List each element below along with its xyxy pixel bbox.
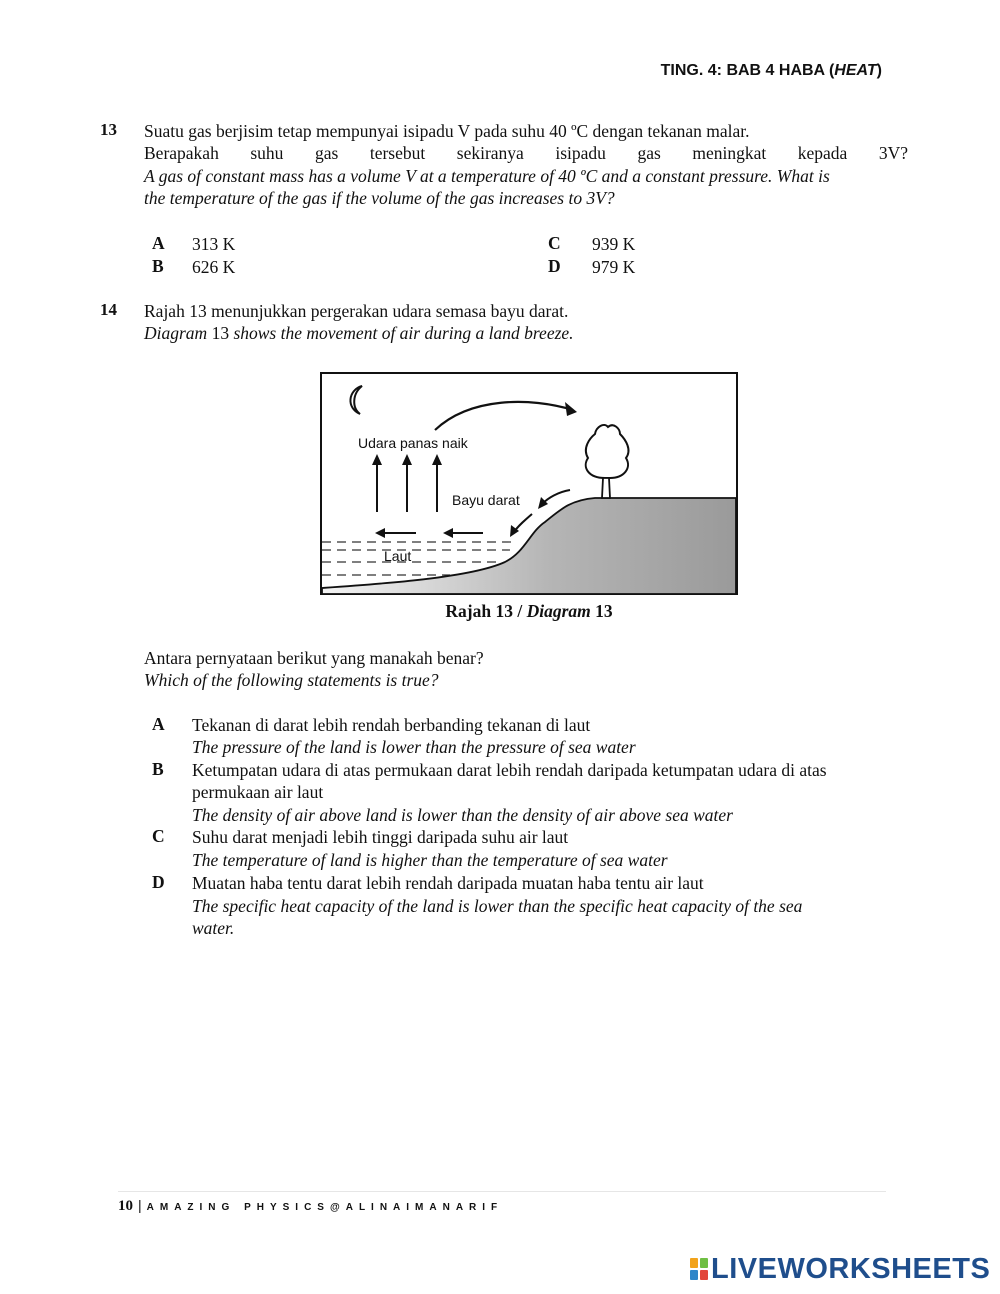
q14-option-b-malay[interactable]: Ketumpatan udara di atas permukaan darat lebih rendah daripada ketumpatan udara di atas xyxy=(192,760,827,780)
q14-malay-intro: Rajah 13 menunjukkan pergerakan udara semasa bayu darat. xyxy=(144,301,569,321)
q14-option-c-english[interactable]: The temperature of land is higher than the temperature of sea water xyxy=(192,850,668,870)
q13-option-d-letter[interactable]: D xyxy=(548,256,561,276)
q13-malay-line-2: Berapakah suhu gas tersebut sekiranya isipadu gas meningkat kepada 3V? xyxy=(144,143,908,163)
q14-option-c-malay[interactable]: Suhu darat menjadi lebih tinggi daripada suhu air laut xyxy=(192,827,569,847)
q13-option-d-text[interactable]: 979 K xyxy=(592,257,636,277)
page-footer: 10 | AMAZING PHYSICS@ALINAIMANARIF xyxy=(118,1197,504,1214)
q14-question-malay: Antara pernyataan berikut yang manakah benar? xyxy=(144,648,484,668)
q14-english-intro: Diagram 13 shows the movement of air during a land breeze. xyxy=(144,323,574,343)
q13-malay-line-1: Suatu gas berjisim tetap mempunyai isipadu V pada suhu 40 ºC dengan tekanan malar. xyxy=(144,121,750,141)
label-rising-air: Udara panas naik xyxy=(358,435,468,451)
q14-option-d-letter[interactable]: D xyxy=(152,872,165,892)
logo-blocks-icon xyxy=(690,1258,708,1280)
q14-option-b-english[interactable]: The density of air above land is lower than the density of air above sea water xyxy=(192,805,733,825)
q14-option-a-letter[interactable]: A xyxy=(152,714,165,734)
q14-option-a-english[interactable]: The pressure of the land is lower than the pressure of sea water xyxy=(192,737,636,757)
chapter-header: TING. 4: BAB 4 HABA (HEAT) xyxy=(660,62,882,79)
q14-option-b-malay-cont[interactable]: permukaan air laut xyxy=(192,782,324,802)
q13-english-line-2: the temperature of the gas if the volume of the gas increases to 3V? xyxy=(144,188,615,208)
q14-option-d-english-cont[interactable]: water. xyxy=(192,918,235,938)
q13-option-c-text[interactable]: 939 K xyxy=(592,234,636,254)
liveworksheets-logo[interactable] xyxy=(690,1254,990,1284)
q13-option-c-letter[interactable]: C xyxy=(548,233,561,253)
q14-option-b-letter[interactable]: B xyxy=(152,759,164,779)
land-breeze-diagram xyxy=(320,372,738,596)
q14-option-d-malay[interactable]: Muatan haba tentu darat lebih rendah daripada muatan haba tentu air laut xyxy=(192,873,704,893)
footer-divider xyxy=(118,1191,886,1192)
q14-question-english: Which of the following statements is true? xyxy=(144,670,439,690)
diagram-caption: Rajah 13 / Diagram 13 xyxy=(445,601,613,621)
logo-text: LIVEWORKSHEETS xyxy=(711,1252,991,1285)
q14-option-d-english[interactable]: The specific heat capacity of the land is lower than the specific heat capacity of the sea xyxy=(192,896,803,916)
q13-option-b-letter[interactable]: B xyxy=(152,256,164,276)
q14-option-a-malay[interactable]: Tekanan di darat lebih rendah berbanding tekanan di laut xyxy=(192,715,591,735)
q13-option-a-letter[interactable]: A xyxy=(152,233,165,253)
q13-english-line-1: A gas of constant mass has a volume V at a temperature of 40 ºC and a constant pressure. What is xyxy=(144,166,830,186)
q14-option-c-letter[interactable]: C xyxy=(152,826,165,846)
q13-option-a-text[interactable]: 313 K xyxy=(192,234,236,254)
question-14-number: 14 xyxy=(100,300,117,319)
label-sea: Laut xyxy=(384,548,412,564)
q13-option-b-text[interactable]: 626 K xyxy=(192,257,236,277)
question-13-number: 13 xyxy=(100,120,117,139)
footer-brand: AMAZING PHYSICS@ALINAIMANARIF xyxy=(146,1202,504,1213)
page-number: 10 xyxy=(118,1198,133,1214)
label-land-breeze: Bayu darat xyxy=(452,492,520,508)
